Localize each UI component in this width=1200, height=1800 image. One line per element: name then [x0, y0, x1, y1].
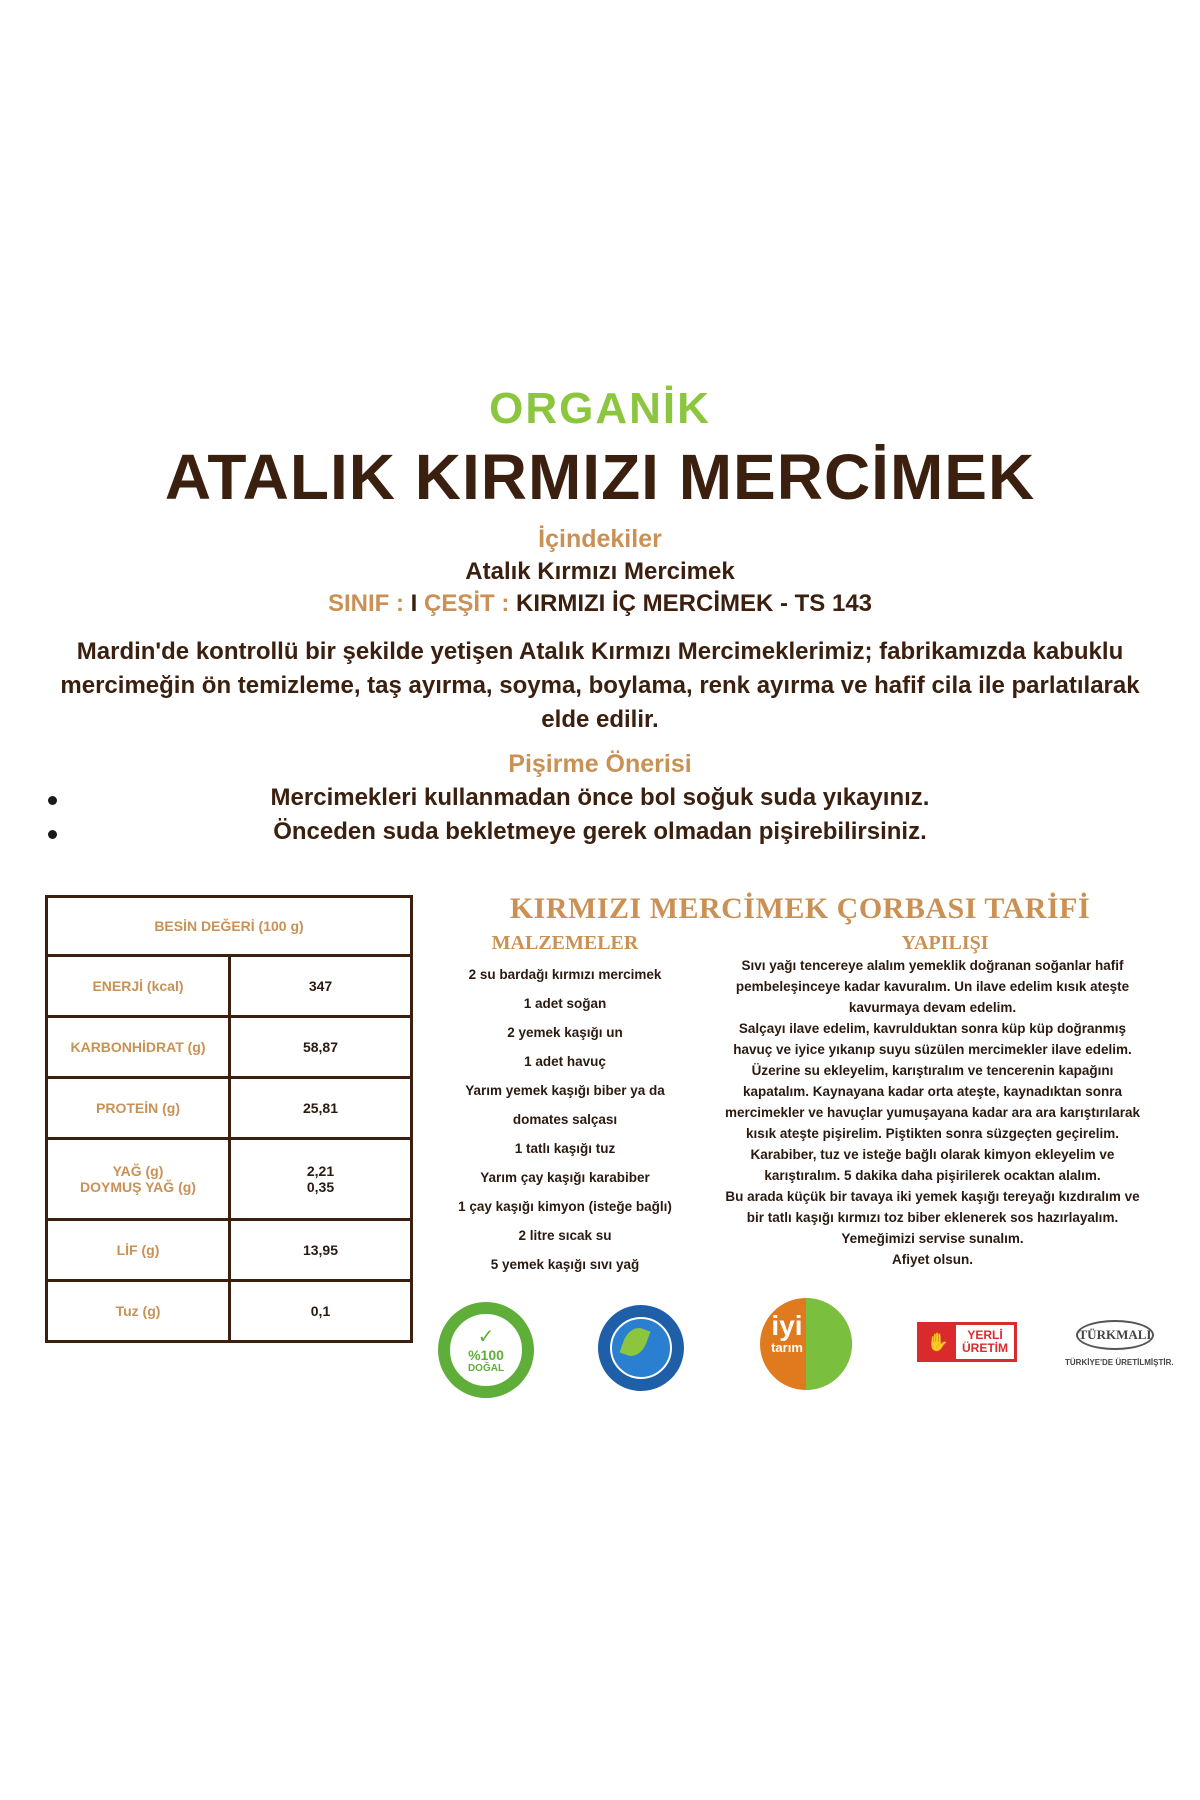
- ingredients-text: Atalık Kırmızı Mercimek: [465, 558, 735, 585]
- organic-certification-badge: [598, 1305, 684, 1391]
- ingredient-item: domates salçası: [512, 1112, 618, 1127]
- ingredient-item: 2 yemek kaşığı un: [507, 1025, 623, 1040]
- ingredient-item: 1 adet havuç: [524, 1054, 606, 1069]
- variety-label: ÇEŞİT :: [423, 590, 516, 617]
- steps-heading: YAPILIŞI: [901, 932, 989, 954]
- nutrition-label: Tuz (g): [48, 1282, 231, 1340]
- bullet-icon: [48, 796, 57, 805]
- nutrition-value: 58,87: [302, 1039, 339, 1055]
- ingredients-list: [420, 960, 710, 1279]
- step-line: Yemeğimizi servise sunalım.: [841, 1231, 1024, 1246]
- nutrition-row: [48, 1137, 410, 1218]
- nutrition-row: [48, 954, 410, 1015]
- nutrition-value: 25,81: [302, 1100, 339, 1116]
- product-description: Mardin'de kontrollü bir şekilde yetişen Atalık Kırmızı Mercimeklerimiz; fabrikamızda kabuklu mercimeğin ön temizleme, taş ayırma, soyma, boylama, renk ayırma ve hafif cila ile parlatılarak elde edilir.: [60, 638, 1140, 733]
- nutrition-label: ENERJİ (kcal): [48, 957, 231, 1015]
- step-line: Karabiber, tuz ve isteğe bağlı olarak kimyon ekleyelim ve: [750, 1147, 1115, 1162]
- step-line: kapatalım. Kaynayana kadar orta ateşte, kaynadıktan sonra: [743, 1084, 1122, 1099]
- nutrition-label: LİF (g): [48, 1221, 231, 1279]
- step-line: kısık ateşte pişirelim. Piştikten sonra süzgeçten geçirelim.: [746, 1126, 1119, 1141]
- step-line: karıştıralım. 5 dakika daha pişirilerek ocaktan alalım.: [764, 1168, 1101, 1183]
- steps-text: [705, 955, 1160, 1270]
- ingredient-item: 5 yemek kaşığı sıvı yağ: [490, 1257, 640, 1272]
- step-line: Afiyet olsun.: [891, 1252, 973, 1267]
- ingredient-item: 1 çay kaşığı kimyon (isteğe bağlı): [458, 1199, 672, 1214]
- ingredient-item: Yarım yemek kaşığı biber ya da: [465, 1083, 665, 1098]
- nutrition-label: YAĞ (g) DOYMUŞ YAĞ (g): [48, 1140, 231, 1218]
- nutrition-label: PROTEİN (g): [48, 1079, 231, 1137]
- nutrition-row: [48, 1218, 410, 1279]
- checkmark-icon: ✓: [477, 1325, 495, 1348]
- nutrition-row: [48, 1076, 410, 1137]
- step-line: bir tatlı kaşığı kırmızı toz biber eklenerek sos hazırlayalım.: [746, 1210, 1119, 1225]
- recipe-title: KIRMIZI MERCİMEK ÇORBASI TARİFİ: [509, 892, 1091, 925]
- nutrition-value: 0,1: [310, 1303, 331, 1319]
- step-line: pembeleşinceye kadar kavuralım. Un ilave edelim kısık ateşte: [735, 979, 1130, 994]
- turkmali-badge: TÜRKMALI TÜRKİYE'DE ÜRETİLMİŞTİR.: [1065, 1320, 1165, 1367]
- product-title: ATALIK KIRMIZI MERCİMEK: [164, 441, 1036, 513]
- ingredients-heading: İçindekiler: [538, 525, 662, 553]
- cooking-tip: Mercimekleri kullanmadan önce bol soğuk suda yıkayınız.: [0, 784, 1200, 812]
- ingredient-item: Yarım çay kaşığı karabiber: [480, 1170, 650, 1185]
- ingredients-list-heading: MALZEMELER: [491, 932, 639, 954]
- nutrition-row: [48, 1015, 410, 1076]
- class-line: [0, 590, 1200, 618]
- step-line: Bu arada küçük bir tavaya iki yemek kaşığı tereyağı kızdıralım ve: [725, 1189, 1140, 1204]
- ingredient-item: 2 litre sıcak su: [518, 1228, 612, 1243]
- step-line: havuç ve iyice yıkanıp suyu süzülen mercimekler ilave edelim.: [733, 1042, 1132, 1057]
- cooking-tip: Önceden suda bekletmeye gerek olmadan pişirebilirsiniz.: [0, 818, 1200, 846]
- ingredient-item: 1 tatlı kaşığı tuz: [514, 1141, 616, 1156]
- class-value: I: [410, 590, 424, 617]
- nutrition-table: [45, 895, 413, 1343]
- ingredient-item: 1 adet soğan: [523, 996, 607, 1011]
- cooking-heading: Pişirme Önerisi: [508, 750, 692, 778]
- nutrition-label: KARBONHİDRAT (g): [48, 1018, 231, 1076]
- ingredient-item: 2 su bardağı kırmızı mercimek: [468, 967, 662, 982]
- bullet-icon: [48, 830, 57, 839]
- class-label: SINIF :: [327, 590, 411, 617]
- nutrition-header: BESİN DEĞERİ (100 g): [154, 918, 304, 934]
- hand-icon: ✋: [920, 1325, 956, 1359]
- variety-value: KIRMIZI İÇ MERCİMEK - TS 143: [516, 590, 873, 617]
- local-production-badge: ✋ YERLİ ÜRETİM: [917, 1322, 1017, 1362]
- natural-100-badge: ✓ %100 DOĞAL: [438, 1302, 534, 1398]
- nutrition-value: 13,95: [302, 1242, 339, 1258]
- nutrition-row: [48, 1279, 410, 1340]
- nutrition-value: 347: [308, 978, 333, 994]
- nutrition-value: 2,21 0,35: [306, 1163, 335, 1195]
- good-agriculture-badge: iyi tarım: [760, 1298, 852, 1390]
- step-line: kavurmaya devam edelim.: [848, 1000, 1017, 1015]
- step-line: Sıvı yağı tencereye alalım yemeklik doğranan soğanlar hafif: [741, 958, 1124, 973]
- step-line: Salçayı ilave edelim, kavrulduktan sonra küp küp doğranmış: [738, 1021, 1127, 1036]
- organic-label: ORGANİK: [489, 384, 711, 433]
- step-line: mercimekler ve havuçlar yumuşayana kadar ara ara karıştırılarak: [724, 1105, 1141, 1120]
- step-line: Üzerine su ekleyelim, karıştıralım ve tencerenin kapağını: [751, 1063, 1114, 1078]
